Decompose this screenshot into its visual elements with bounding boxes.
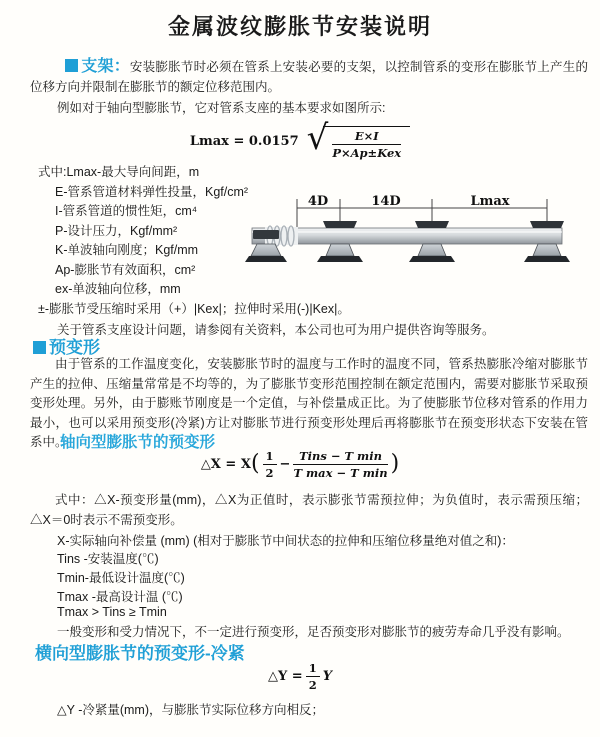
temp-def-line: Tins -安装温度(℃) [57,552,159,566]
axial-formula-lhs: △X = X [200,457,251,473]
lmax-fraction [332,129,401,161]
frac-den: 2 [265,466,274,481]
right-paren: ) [390,450,400,476]
temp-def-line: Tmax -最高设计温 (℃) [57,589,183,604]
lmax-formula-lhs: Lmax = 0.0157 [189,133,299,149]
param-line: I-管系管道的惯性矩，cm⁴ [55,204,198,218]
lmax-formula [0,118,600,161]
frac-num: Tins − T min [293,449,387,465]
axial-explain: 式中：△X-预变形量(mm)，△X为正值时，表示膨张节需预拉伸；为负值时，表示需预压缩；△X＝0时表示不需预变形。 [30,493,588,527]
frac-den: T max − T min [293,466,388,481]
temperature-fraction [293,449,387,481]
dim-label-4d: 4D [307,194,329,209]
support-note: 关于管系支座设计问题，请参阅有关资料，本公司也可为用户提供咨询等服务。 [57,323,495,337]
dim-label-lmax: Lmax [470,194,510,209]
support-intro-text: 安装膨胀节时必须在管系上安装必要的支架，以控制管系的变形在膨胀节上产生的位移方向并限制在膨胀节的额定位移范围内。 [30,60,588,94]
temp-def-line: Tmax > Tins ≥ Tmin [57,605,167,620]
minus-sign: − [279,457,291,473]
left-paren: ( [250,450,260,476]
preform-heading-text: 预变形 [49,338,100,357]
sqrt-expression [306,118,410,161]
section-bullet-icon [33,341,46,354]
radical-sign: √ [306,118,329,158]
axial-section-heading: 轴向型膨胀节的预变形 [60,434,216,451]
dim-label-14d: 14D [371,194,401,209]
x-definition: X-实际轴向补偿量 (mm) (相对于膨胀节中间状态的拉伸和压缩位移量绝对值之和)： [57,534,514,548]
lateral-formula-rhs: Y [322,669,332,685]
param-line: K-单波轴向刚度；Kgf/mm [55,243,199,257]
frac-den: 2 [308,678,317,693]
lateral-section-heading: 横向型膨胀节的预变形-冷紧 [35,644,245,663]
section-bullet-icon [65,59,78,72]
lateral-formula [0,661,600,693]
pipe [252,228,562,244]
axial-note: 一般变形和受力情况下，不一定进行预变形，足否预变形对膨胀节的疲劳寿命几乎没有影响。 [57,625,570,639]
param-line: Ap-膨胀节有效面积，cm² [55,262,196,277]
param-line: P-设计压力，Kgf/mm² [55,223,178,238]
half-fraction [306,661,320,693]
param-line: ex-单波轴向位移，mm [55,282,181,296]
support-section-heading: 支架： [81,58,130,75]
lmax-frac-numerator: E×I [332,129,401,145]
page-title: 金属波纹膨胀节安装说明 [167,14,432,39]
temperature-definitions [57,549,185,624]
lateral-note: △Y -冷紧量(mm)，与膨胀节实际位移方向相反； [57,703,325,717]
lateral-formula-lhs: △Y = [268,669,303,685]
param-line: E-管系管道材料弹性投量，Kgf/cm² [55,184,249,199]
param-line: ±-膨胀节受压缩时采用（+）|Kex|；拉伸时采用(-)|Kex|。 [38,301,350,316]
support-example-line: 例如对于轴向型膨胀节，它对管系支座的基本要求如图所示: [57,101,386,115]
half-fraction [263,449,277,481]
param-line: 式中:Lmax-最大导向间距，m [38,165,200,179]
pipe-support-diagram [245,192,595,287]
temp-def-line: Tmin-最低设计温度(℃) [57,570,185,585]
axial-formula [0,449,600,481]
preform-body: 由于管系的工作温度变化，安装膨胀节时的温度与工作时的温度不同，管系热膨胀冷缩对膨胀节产生的拉伸、压缩量常常是不均等的，为了膨胀节变形范围控制在额定范围内，需要对膨胀节采取预变形处理。另外，由于膨账节刚度是一个定值，与补偿量成正比。为了使膨胀节位移对管系的作用力最小，也可以采用预变形(冷紧)方让对膨胀节进行预变形处理后再将膨胀节在预变形状态下安装在管系中。 [30,357,588,449]
lmax-frac-denominator: P×Ap±Kex [332,146,402,161]
frac-num: 1 [306,661,320,677]
support-section-intro [30,57,588,97]
frac-num: 1 [263,449,277,465]
